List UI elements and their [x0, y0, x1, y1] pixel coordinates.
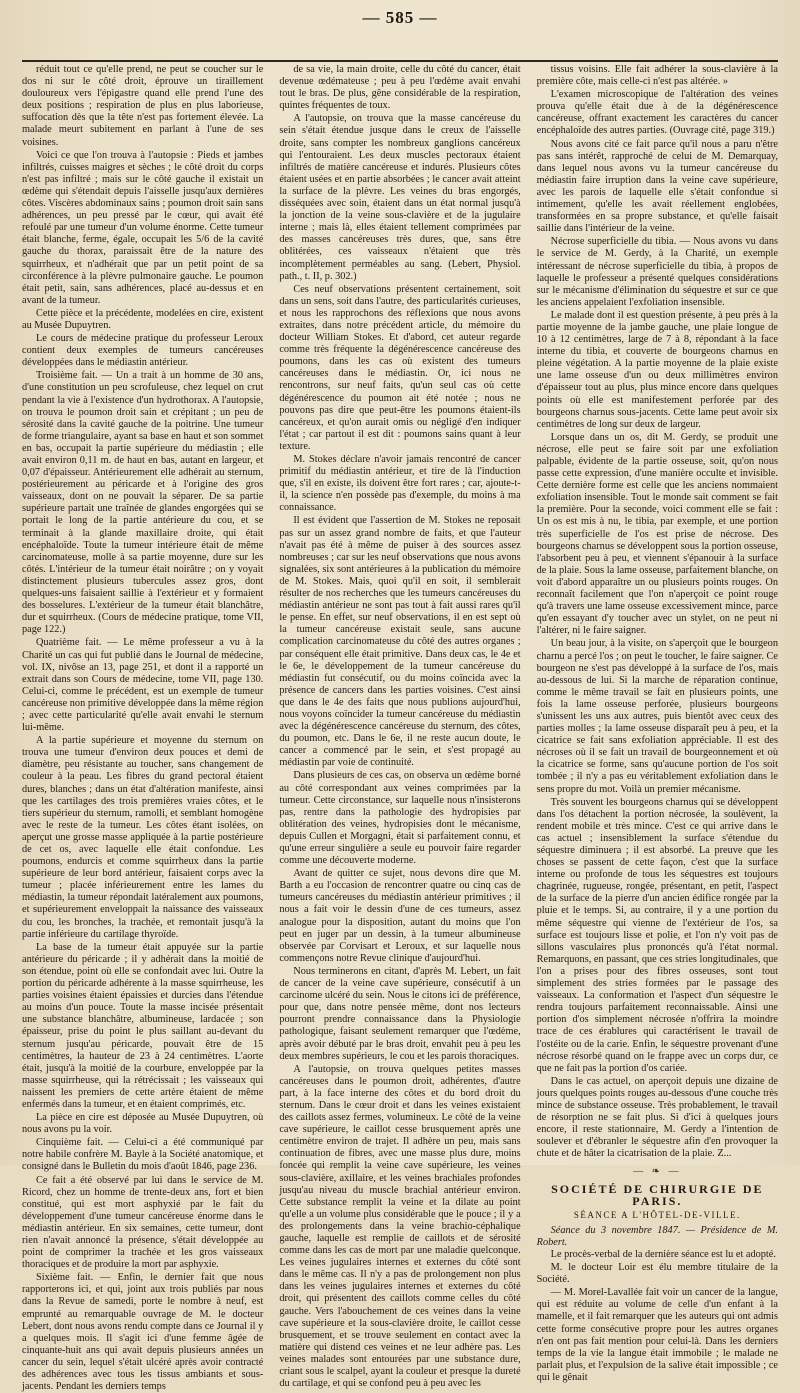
session-line: Séance du 3 novembre 1847. — Présidence de M. Robert. — [536, 1224, 778, 1248]
paragraph: Il est évident que l'assertion de M. Stokes ne reposait pas sur un assez grand nombre de faits, et que l'auteur n'avait pas été à même de puiser à des sources assez nombreuses ; car sur les neuf observations que nous avons signalées, six sont antérieures à la publication du mémoire de M. Stokes. Mais, quoi qu'il en soit, il semblerait résulter de nos recherches que les tumeurs cancéreuses du médiastin antérieur ne sont pas tout à fait aussi rares qu'il le pense. En effet, sur neuf observations, il en est sept où la tumeur cancéreuse existait seule, sans aucune complication carcinomateuse du côté des autres organes ; par conséquent elle était primitive. Dans deux cas, le 4e et le 6e, le développement de la tumeur cancéreuse du médiastin fut consécutif, ou du moins coïncida avec la présence de cancers dans les parties voisines. C'est ainsi que dans le 4e des faits que nous publions aujourd'hui, nous voyons coïncider la tumeur cancéreuse du médiastin avec la dégénérescence cancéreuse du sternum, des côtes, du poumon, etc. Dans le 6e, il ne reste aucun doute, le cancer a commencé par le sein, et s'est propagé au médiastin par voie de continuité. — [279, 515, 521, 769]
header-rule — [22, 60, 778, 62]
paragraph: Nécrose superficielle du tibia. — Nous avons vu dans le service de M. Gerdy, à la Charité, un exemple intéressant de nécrose superficielle du tibia, à propos de laquelle le professeur a présenté quelques considérations sur le mécanisme d'élimination du séquestre et sur ce que les anciens appelaient l'exfoliation insensible. — [536, 236, 778, 308]
paragraph: L'examen microscopique de l'altération des veines prouva qu'elle était due à de la dégénérescence cancéreuse, offrant exactement les caractères du cancer encéphaloïde des autres parties. (Ouvrage cité, page 319.) — [536, 89, 778, 137]
paragraph: M. le docteur Loir est élu membre titulaire de la Société. — [536, 1262, 778, 1286]
paragraph: Nous avons cité ce fait parce qu'il nous a paru n'être pas sans intérêt, rapproché de celui de M. Demarquay, dans lequel nous avons vu la tumeur cancéreuse du médiastin faire irruption dans la veine cave supérieure, avec les parois de laquelle elle s'était confondue si intimement, qu'elle les avait réellement englobées, transformées en sa propre substance, et qu'elle faisait saillie dans l'intérieur de la veine. — [536, 138, 778, 235]
society-subtitle: SÉANCE A L'HÔTEL-DE-VILLE. — [573, 1209, 741, 1220]
paragraph: Le cours de médecine pratique du professeur Leroux contient deux exemples de tumeurs cancéreuses développées dans le médiastin antérieur. — [22, 333, 264, 369]
paragraph: M. Stokes déclare n'avoir jamais rencontré de cancer primitif du médiastin antérieur, et tire de là l'induction que, s'il en existe, ils doivent être fort rares ; car, ajoute-t-il, la science n'en possède pas d'exemple, du moins à ma connaissance. — [279, 454, 521, 514]
paragraph: Lorsque dans un os, dit M. Gerdy, se produit une nécrose, elle peut se faire soit par une exfoliation palpable, évidente de la partie osseuse, soit, qu'on nous passe cette expression, d'une manière occulte et invisible. Cette dernière forme est celle que les anciens nommaient exfoliation insensible. Tout le monde sait comment se fait la première. Pour la seconde, voici comment elle se fait : Un os est mis à nu, le tibia, par exemple, et une portion très superficielle de l'os est prise de nécrose. Des bourgeons charnus se développent sous la portion osseuse, l'absorbent peu à peu, et viennent s'épanouir à la surface de la plaie. Sous la lame osseuse, parfaitement blanche, on voit d'abord apparaître un ou plusieurs points rouges. On reconnaît facilement que l'on n'aperçoit ce point rouge qu'à travers une lame osseuse excessivement mince, parce qu'en essayant d'y toucher avec un stylet, on ne peut ni l'altérer, ni le faire saigner. — [536, 431, 778, 637]
paragraph: Nous terminerons en citant, d'après M. Lebert, un fait de cancer de la veine cave supérieure, consécutif à un carcinome ulcéré du sein. Nous le citons ici de préférence, pour que, dans notre pensée même, dont nos lecteurs pourront prendre connaissance dans la Physiologie pathologique, faisant seulement remarquer que l'œdème, après avoir débuté par le bras droit, envahit peu à peu les deux membres supérieurs, le cou et les parois thoraciques. — [279, 965, 521, 1062]
paragraph: A l'autopsie, on trouva quelques petites masses cancéreuses dans le poumon droit, adhérentes, d'autre part, à la face interne des côtes et du bord droit du sternum. Dans le cœur droit et dans les veines existaient des caillots assez fermes, volumineux. Le côté de la veine cave supérieure, le caillot cesse brusquement après une centimètre environ de trajet. Il adhère un peu, mais sans continuation de fibres, avec une masse plus dure, moins foncée qui remplit la veine cave supérieure, les veines sous-clavière, axillaire, et les veines brachiales profondes jusqu'au niveau du muscle brachial antérieur environ. Cette substance remplit la veine et la dilate au point qu'elle a un volume plus considérable que le pouce ; il y a des prolongements dans la veine brachio-céphalique gauche, laquelle est remplie de caillots et de sérosité comme dans les cas de mort par une maladie quelconque. Les veines jugulaires internes et externes du côté sont dans le même cas. Il n'y a pas de prolongement non plus dans les veines jugulaires internes et externes du côté droit, qui présentent des caillots comme celles du côté gauche. Vers l'abouchement de ces veines dans la veine cave supérieure et la sous-clavière droite, le caillot cesse brusquement, et se trouve seulement en contact avec la matière qui distend ces veines et ne leur adhère pas. Les veines malades sont entourées par une substance dure, criant sous le scalpel, ayant la couleur et presque la dureté du cartilage, et qui se confond peu à peu avec les — [279, 1063, 521, 1390]
text-columns — [22, 64, 778, 1393]
paragraph: Un beau jour, à la visite, on s'aperçoit que le bourgeon charnu a percé l'os ; on peut le toucher, le faire saigner. Ce bourgeon ne s'est pas développé à la surface de l'os, mais au-dessous de lui. Si la marche de réparation continue, comme le même travail se fait en plusieurs points, une fois la lame osseuse perforée, plusieurs bourgeons s'unissent les uns aux autres, puis bientôt avec ceux des parties molles ; la lame osseuse disparaît peu à peu, et la cicatrice se fait sans exfoliation appréciable. Il est des nécroses où il se fait un travail de bourgeonnement et où la cicatrice se forme, sans qu'aucune portion de l'os soit tombée ; il n'y a pas eu véritablement exfoliation dans le sens propre du mot. Voilà un premier mécanisme. — [536, 638, 778, 795]
column-right-body — [537, 64, 778, 1160]
paragraph: La pièce en cire est déposée au Musée Dupuytren, où nous avons pu la voir. — [22, 1112, 264, 1136]
page-number: — 585 — — [362, 8, 438, 27]
society-title: SOCIÉTÉ DE CHIRURGIE DE PARIS. — [551, 1181, 764, 1208]
paragraph: Le procès-verbal de la dernière séance est lu et adopté. — [550, 1249, 776, 1260]
paragraph: A l'autopsie, on trouva que la masse cancéreuse du sein s'était étendue jusque dans le creux de l'aisselle droite, sans compter les nombreux ganglions cancéreux qui l'entouraient. Les deux muscles pectoraux étaient infiltrés de matière cancéreuse et indurés. Plusieurs côtes étaient usées et en partie absorbées ; le cancer avait atteint la surface de la plèvre. Les veines du bras engorgés, disséquées avec soin, étaient dans un état normal jusqu'à la jonction de la veine sous-clavière et de la jugulaire interne ; mais là, elles étaient tellement comprimées par des masses cancéreuses très dures, que, sans être oblitérées, ces vaisseaux n'étaient que très incomplètement perméables au sang. (Lebert, Physiol. path., t. II, p. 302.) — [279, 113, 521, 282]
paragraph: réduit tout ce qu'elle prend, ne peut se coucher sur le dos ni sur le côté droit, éprouve un tiraillement douloureux vers l'épigastre quand elle prend l'une des deux positions ; respiration de plus en plus laborieuse, suffocation dès que la tête n'est pas fortement élevée. La malade meurt subitement en parlant à l'une de ses voisines. — [22, 64, 264, 148]
society-body — [537, 1249, 778, 1384]
column-right — [537, 64, 778, 1393]
paragraph: Dans le cas actuel, on aperçoit depuis une dizaine de jours quelques points rouges au-dessous d'une couche très mince de substance osseuse. Très probablement, le travail de résorption ne se fait plus. Si d'ici à quelques jours encore, il reste stationnaire, M. Gerdy a l'intention de soulever et d'ébranler le séquestre afin d'en provoquer la chute et de hâter la cicatrisation de la plaie. Z... — [536, 1075, 778, 1160]
paragraph: Dans plusieurs de ces cas, on observa un œdème borné au côté correspondant aux veines comprimées par la tumeur. Cette circonstance, sur laquelle nous n'insisterons pas, rentre dans la pathologie des hydropisies par oblitération des veines, hydropisies dont le mécanisme, depuis Cullen et Morgagni, était si parfaitement connu, et qu'une erreur singulière a seule eu pouvoir faire regarder comme une découverte moderne. — [279, 770, 521, 867]
paragraph: Ce fait a été observé par lui dans le service de M. Ricord, chez un homme de trente-deux ans, fort et bien constitué, qui est mort asphyxié par le fait du développement d'une tumeur cancéreuse énorme dans le médiastin antérieur. En six semaines, cette tumeur, dont rien n'avait annoncé la présence, s'était développée au point de comprimer la trachée et les gros vaisseaux thoraciques et de produire la mort par asphyxie. — [22, 1174, 264, 1271]
paragraph: Ces neuf observations présentent certainement, soit dans un sens, soit dans l'autre, des particularités curieuses, et nous les rapprochons des réflexions que nous avons extraites, dans notre précédent article, du mémoire du docteur William Stokes. Et d'abord, cet auteur regarde comme très fréquente la dégénérescence cancéreuse des poumons, dans les cas où existent des tumeurs cancéreuses dans le médiastin. Or, ici nous ne rencontrons, sur neuf faits, qu'un seul cas où cette dégénérescence du poumon ait été notée ; nous ne pouvons pas dire que peut-être les poumons étaient-ils cancéreux, et qu'on aurait omis ou négligé d'en indiquer l'état ; car partout il est dit : poumons sains quant à leur texture. — [279, 283, 521, 452]
paragraph: de sa vie, la main droite, celle du côté du cancer, était devenue œdémateuse ; peu à peu l'œdème avait envahi tout le bras. De plus, gêne considérable de la respiration, quintes fréquentes de toux. — [279, 64, 521, 112]
section-ornament: — ❧ — — [633, 1166, 682, 1178]
paragraph: Très souvent les bourgeons charnus qui se développent dans l'os détachent la portion nécrosée, la soulèvent, la rendent mobile et très mince. C'est ce qui arrive dans le cas actuel ; insensiblement la surface s'étendue du séquestre diminuera ; il est absorbé. La preuve que les choses se passent de cette façon, c'est que la surface interne ou profonde de tous les séquestres est toujours chagrinée, rugueuse, rongée, présentant, en petit, l'aspect de la surface de la pierre d'un ancien édifice rongée par la pluie et le temps. Si, au contraire, il y a une portion du même séquestre qui vienne de l'extérieur de l'os, sa surface est toujours lisse et polie, et l'on n'y voit pas de sillons vasculaires plus prononcés qu'à l'état normal. Remarquons, en passant, que ces stries longitudinales, que l'on a prises pour des fibres osseuses, sont tout simplement des stries formées par le passage des vaisseaux. La conformation et l'aspect d'un séquestre le rendra toujours parfaitement reconnaissable. Ainsi une portion d'os simplement nécrosée n'offrira la moindre trace de ces érablures qui caractérisent le travail de l'ostéite ou de la carie. Enfin, le séquestre provenant d'une nécrose résorbé quand on le frappe avec un corps dur, ce que ne fait pas la portion d'os cariée. — [536, 796, 778, 1074]
paragraph: Quatrième fait. — Le même professeur a vu à la Charité un cas qui fut publié dans le Journal de médecine, vol. IX, nivôse an 13, page 251, et dont il a rapporté un extrait dans son Cours de médecine, tome VII, page 130. Celui-ci, comme le précédent, est un exemple de tumeur cancéreuse non primitive développée dans la même région ; avec cette particularité qu'elle avait envahi le sternum lui-même. — [22, 637, 264, 734]
paragraph: Cinquième fait. — Celui-ci a été communiqué par notre habile confrère M. Bayle à la Société anatomique, et consigné dans le Bulletin du mois d'août 1846, page 236. — [22, 1137, 264, 1173]
paragraph: Le malade dont il est question présente, à peu près à la partie moyenne de la jambe gauche, une plaie longue de 10 à 12 centimètres, large de 7 à 8, répondant à la face interne du tibia, et couverte de bourgeons charnus en pleine végétation. A la partie moyenne de la plaie existe une lame osseuse d'un ou deux millimètres environ d'épaisseur tout au plus, plus mince encore dans quelques points où elle est manifestement perforée par des bourgeons charnus sous-jacents. Cette lame peut avoir six centimètres de long sur deux de largeur. — [536, 309, 778, 430]
column-left — [22, 64, 263, 1393]
paragraph: Troisième fait. — Un a trait à un homme de 30 ans, d'une constitution un peu scrofuleuse, chez lequel on crut pendant la vie à l'existence d'un hydrothorax. A l'autopsie, on trouva le poumon droit sain et crépitant ; un peu de sérosité dans la cavité gauche de la poitrine. Une tumeur de forme triangulaire, ayant sa base en haut et son sommet en bas, occupait la partie supérieure du médiastin ; elle avait environ 0,11 m. de haut en bas, autant en largeur, et 0,07 d'épaisseur. Antérieurement elle adhérait au sternum, postérieurement au péricarde et à l'origine des gros vaisseaux, dont on ne pouvait la séparer. De sa partie supérieure partait une traînée de glandes engorgées qui se portait le long de la partie antérieure du cou, et se terminait à la glande maxillaire droite, qui était encéphaloïde. Toute la tumeur intérieure était de même carcinomateuse, molle à sa partie moyenne, dure sur les côtés. L'intérieur de la tumeur était noirâtre ; on y voyait distinctement plusieurs tubercules assez gros, dont quelques-uns faisaient saillie à l'extérieur et y formaient des bosselures. L'extérieur de la tumeur était blanchâtre, dur et squirrheux. (Cours de médecine pratique, tome VII, page 122.) — [22, 370, 264, 636]
paragraph: Avant de quitter ce sujet, nous devons dire que M. Barth a eu l'occasion de rencontrer quatre ou cinq cas de tumeurs cancéreuses du médiastin antérieur primitives ; il nous a fait voir le dessin d'une de ces tumeurs, assez analogue pour la disposition, autant du moins que l'on peut en juger par un dessin, à la tumeur albumineuse observée par Corvisart et Leroux, et sur laquelle nous commençons notre Revue clinique d'aujourd'hui. — [279, 868, 521, 964]
paragraph: Sixième fait. — Enfin, le dernier fait que nous rapporterons ici, et qui, joint aux trois publiés par nous dans la Revue de samedi, porte le nombre à neuf, est emprunté au remarquable ouvrage de M. le docteur Lebert, dont nous avons rendu compte dans ce Journal il y a quelques mois. Il s'agit ici d'une femme âgée de cinquante-huit ans qui avait depuis plusieurs années un cancer du sein, lequel s'était ulcéré après avoir contracté des adhérences avec tous les tissus ambiants et sous-jacents. Pendant les derniers temps — [22, 1272, 264, 1393]
paragraph: A la partie supérieure et moyenne du sternum on trouva une tumeur d'environ deux pouces et demi de diamètre, peu résistante au toucher, sans changement de couleur à la peau. Les fibres du grand pectoral étaient dures, blanches ; dans un état d'altération manifeste, ainsi que les cartilages des trois premières vraies côtes, et le tiers supérieur du sternum, ramolli, et semblant homogène avec le reste de la tumeur. Les côtes étant isolées, on aperçut une grosse masse appliquée à la partie postérieure de cet os, avec laquelle elle était confondue. Les poumons, endurcis et comme squirrheux dans la partie supérieure de leur bord antérieur, faisaient corps avec la tumeur ; placée inférieurement entre les lames du médiastin, la tumeur répondait latéralement aux poumons, et supérieurement enveloppait la naissance des vaisseaux du cou, les bronches, la trachée, et remontait jusqu'à la partie inférieure du cartilage thyroïde. — [22, 735, 264, 940]
column-middle — [279, 64, 520, 1393]
paragraph: tissus voisins. Elle fait adhérer la sous-clavière à la première côte, mais celle-ci n'est pas altérée. » — [536, 64, 778, 88]
paragraph: Voici ce que l'on trouva à l'autopsie : Pieds et jambes infiltrés, cuisses maigres et sèches ; le côté droit du corps n'est pas infiltré ; mais sur le côté gauche il existait un œdème qui s'étendait depuis l'aisselle jusqu'aux dernières côtes. Viscères abdominaux sains ; poumon droit sain sans adhérences, un peu pressé par le cœur, qui avait été refoulé par une tumeur d'un volume énorme. Cette tumeur était blanche, ferme, égale, occupait les 5/6 de la cavité gauche du thorax, paraissait être de la nature des squirrheux, et n'adhérait que par un petit point de sa circonférence à la plèvre pulmonaire gauche. Le poumon était petit, sain, sans adhérences, placé au-dessus et en avant de la tumeur. — [22, 149, 264, 306]
paragraph: — M. Morel-Lavallée fait voir un cancer de la langue, qui est réduite au volume de celle d'un enfant à la mamelle, et il fait remarquer que les auteurs qui ont admis cette forme consécutive propre pour les autres organes n'en ont pas fait mention pour celui-là. Dans les derniers temps de la vie la langue était immobile ; le malade ne parlait plus, et l'expulsion de la salive était impossible ; ce qui le gênait — [536, 1287, 778, 1383]
paragraph: Cette pièce et la précédente, modelées en cire, existent au Musée Dupuytren. — [22, 307, 264, 331]
paragraph: La base de la tumeur était appuyée sur la partie antérieure du péricarde ; il y adhérait dans la moitié de son étendue, point où elle se confondait avec lui. Outre la portion du péricarde adhérente à la masse squirrheuse, les parties voisines étaient épaissies et durcies dans l'étendue au moins d'un pouce. Toute la masse incisée présentait une substance blanchâtre, albumineuse, lardacée ; son épaisseur, prise du point le plus saillant au-devant du sternum jusqu'au péricarde, pouvait être de 15 centimètres, la hauteur de 23 à 24 centimètres. L'aorte était, jusqu'à la moitié de la courbure, enveloppée par la masse squirrheuse, qui la rétrécissait ; les vaisseaux qui naissent les premiers de cette artère étaient de même enfermés dans la tumeur, et en étaient comprimés, etc. — [22, 941, 264, 1110]
